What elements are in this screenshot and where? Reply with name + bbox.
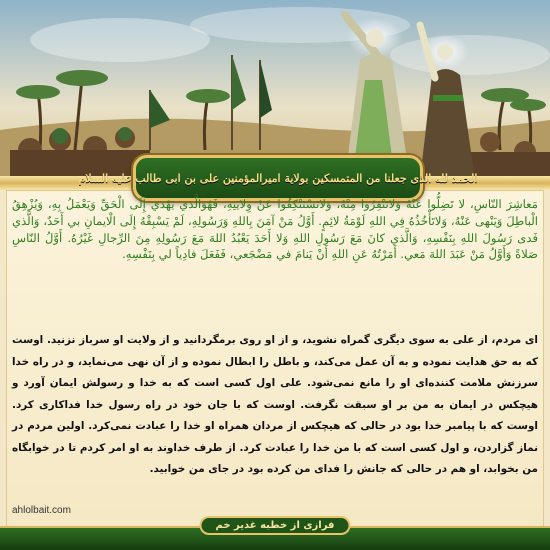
ghadir-painting bbox=[0, 0, 550, 180]
calligraphy-banner bbox=[78, 155, 478, 201]
persian-translation-text: ای مردم، از علی به سوی دیگری گمراه نشوید، و از او روی برمگردانید و از ولایت او سرباز نزنید. اوست که به حق هدایت نموده و به آن عمل می‌کند، و باطل را ابطال نموده و از آن نهی می‌نماید، و در راه خدا سرزنش ملامت کننده‌ای او را مانع نمی‌شود. علی اول کسی است که به خدا و رسولش ایمان آورد و هیچکس در ایمان به من بر او سبقت نگرفت. اوست که با جان خود در راه رسول خدا فداکاری کرد. اوست که با پیامبر خدا بود در حالی که هیچکس از مردان همراه او خدا را عبادت نمی‌کرد. اولین مردم در نماز گزاردن، و اول کسی است که با من خدا را عبادت کرد. از طرف خداوند به او امر کردم تا در خوابگاه من بخوابد، او هم در حالی که جانش را فدای من کرده بود در جای من خوابید. bbox=[12, 334, 538, 475]
footer-caption: فرازی از خطبه غدیر خم bbox=[200, 516, 351, 535]
website-credit: ahlolbait.com bbox=[12, 505, 71, 516]
arabic-sermon-text: مَعاشِرَ النّاسِ، لا تَضِلُّوا عَنْهُ وَلاتَنْفِرُوا مِنْهُ، وَلاتَسْتَنْكِفُوا عَنْ وِلايَتِهِ، فَهُوَالَّذي يَهْدي إِلَى الْحَقِّ وَيَعْمَلُ بِهِ، وَيُزْهِقُ الْباطِلَ وَيَنْهى عَنْهُ، وَلاتَأْخُذُهُ فِي اللهِ لَوْمَةُ لائِمٍ. أَوَّلُ مَنْ آمَنَ بِاللهِ وَرَسُولِهِ، لَمْ يَسْبِقْهُ إِلَى الْايمانِ بي أَحَدٌ، وَالَّذي فَدى رَسُولَ اللهِ بِنَفْسِهِ، وَالَّذي كانَ مَعَ رَسُولِ اللهِ وَلا أَحَدَ يَعْبُدُ اللهَ مَعَ رَسُولِهِ مِنَ الرِّجالِ غَيْرُهُ. أَوَّلُ النّاسِ صَلاةً وَأَوَّلُ مَنْ عَبَدَ اللهَ مَعي. أَمَرْتُهُ عَنِ اللهِ أَنْ يَنامَ في مَضْجَعي، فَفَعَلَ فادِياً لي بِنَفْسِهِ. bbox=[12, 197, 538, 262]
banner-calligraphy: الحمد لله الذی جعلنا من المتمسکین بولایة امیرالمؤمنین علی بن ابی طالب علیه السلام bbox=[78, 171, 478, 185]
footer-bar bbox=[0, 520, 550, 550]
